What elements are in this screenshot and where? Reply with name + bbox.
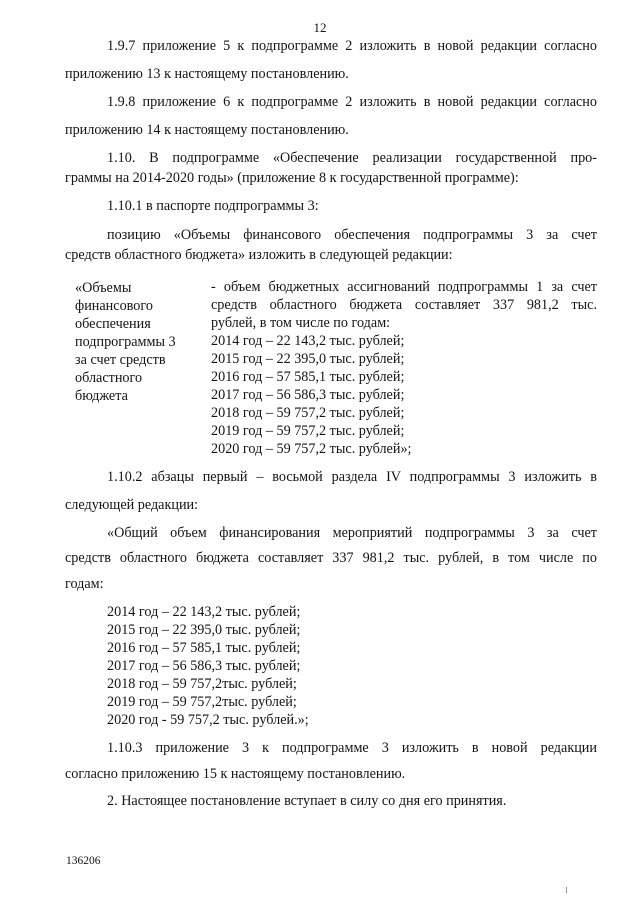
list-item: 2015 год – 22 395,0 тыс. рублей; (107, 622, 301, 638)
list-item: 2017 год – 56 586,3 тыс. рублей; (107, 658, 301, 674)
table-value-line: 2020 год – 59 757,2 тыс. рублей»; (211, 441, 412, 457)
table-value-line: 2014 год – 22 143,2 тыс. рублей; (211, 333, 405, 349)
table-label-line: «Объемы (75, 280, 132, 296)
page-number: 12 (313, 20, 327, 35)
list-item: 2016 год – 57 585,1 тыс. рублей; (107, 640, 301, 656)
paragraph-1-9-8-line1: 1.9.8 приложение 6 к подпрограмме 2 изложить в новой редакции согласно (107, 94, 597, 110)
paragraph-1-10-2-line1: 1.10.2 абзацы первый – восьмой раздела IV подпрограммы 3 изложить в (107, 469, 597, 485)
table-value-line: 2015 год – 22 395,0 тыс. рублей; (211, 351, 405, 367)
table-label-line: подпрограммы 3 (75, 334, 176, 350)
paragraph-1-10-2-line2: следующей редакции: (65, 497, 199, 513)
list-item: 2019 год – 59 757,2тыс. рублей; (107, 694, 297, 710)
table-value-line: рублей, в том числе по годам: (211, 315, 391, 331)
paragraph-1-10-3-line2: согласно приложению 15 к настоящему постановлению. (65, 766, 406, 782)
table-label-line: финансового (75, 298, 153, 314)
table-value-line: - объем бюджетных ассигнований подпрограммы 1 за счет (211, 279, 597, 295)
table-label-line: обеспечения (75, 316, 151, 332)
table-value-line: 2017 год – 56 586,3 тыс. рублей; (211, 387, 405, 403)
list-item: 2018 год – 59 757,2тыс. рублей; (107, 676, 297, 692)
paragraph-1-10-line2: граммы на 2014-2020 годы» (приложение 8 к государственной программе): (65, 170, 519, 186)
paragraph-total-line2: средств областного бюджета составляет 337 981,2 тыс. рублей, в том числе по (65, 550, 597, 566)
paragraph-1-10-1: 1.10.1 в паспорте подпрограммы 3: (107, 198, 319, 214)
table-label-line: бюджета (75, 388, 128, 404)
paragraph-total-line1: «Общий объем финансирования мероприятий подпрограммы 3 за счет (107, 525, 597, 541)
paragraph-1-9-7-line1: 1.9.7 приложение 5 к подпрограмме 2 изложить в новой редакции согласно (107, 38, 597, 54)
paragraph-total-line3: годам: (65, 576, 104, 592)
table-value-line: средств областного бюджета составляет 337 981,2 тыс. (211, 297, 597, 313)
paragraph-1-9-7-line2: приложению 13 к настоящему постановлению. (65, 66, 349, 82)
paragraph-position-line1: позицию «Объемы финансового обеспечения подпрограммы 3 за счет (107, 227, 597, 243)
document-code: 136206 (66, 855, 101, 867)
paragraph-1-10-3-line1: 1.10.3 приложение 3 к подпрограмме 3 изложить в новой редакции (107, 740, 597, 756)
list-item: 2014 год – 22 143,2 тыс. рублей; (107, 604, 301, 620)
table-value-line: 2018 год – 59 757,2 тыс. рублей; (211, 405, 405, 421)
table-label-line: за счет средств (75, 352, 166, 368)
table-value-line: 2016 год – 57 585,1 тыс. рублей; (211, 369, 405, 385)
paragraph-position-line2: средств областного бюджета» изложить в следующей редакции: (65, 247, 453, 263)
list-item: 2020 год - 59 757,2 тыс. рублей.»; (107, 712, 309, 728)
paragraph-2: 2. Настоящее постановление вступает в силу со дня его принятия. (107, 793, 507, 809)
paragraph-1-10-line1: 1.10. В подпрограмме «Обеспечение реализации государственной про- (107, 150, 597, 166)
paragraph-1-9-8-line2: приложению 14 к настоящему постановлению. (65, 122, 349, 138)
table-value-line: 2019 год – 59 757,2 тыс. рублей; (211, 423, 405, 439)
table-label-line: областного (75, 370, 143, 386)
scan-mark (566, 887, 567, 893)
